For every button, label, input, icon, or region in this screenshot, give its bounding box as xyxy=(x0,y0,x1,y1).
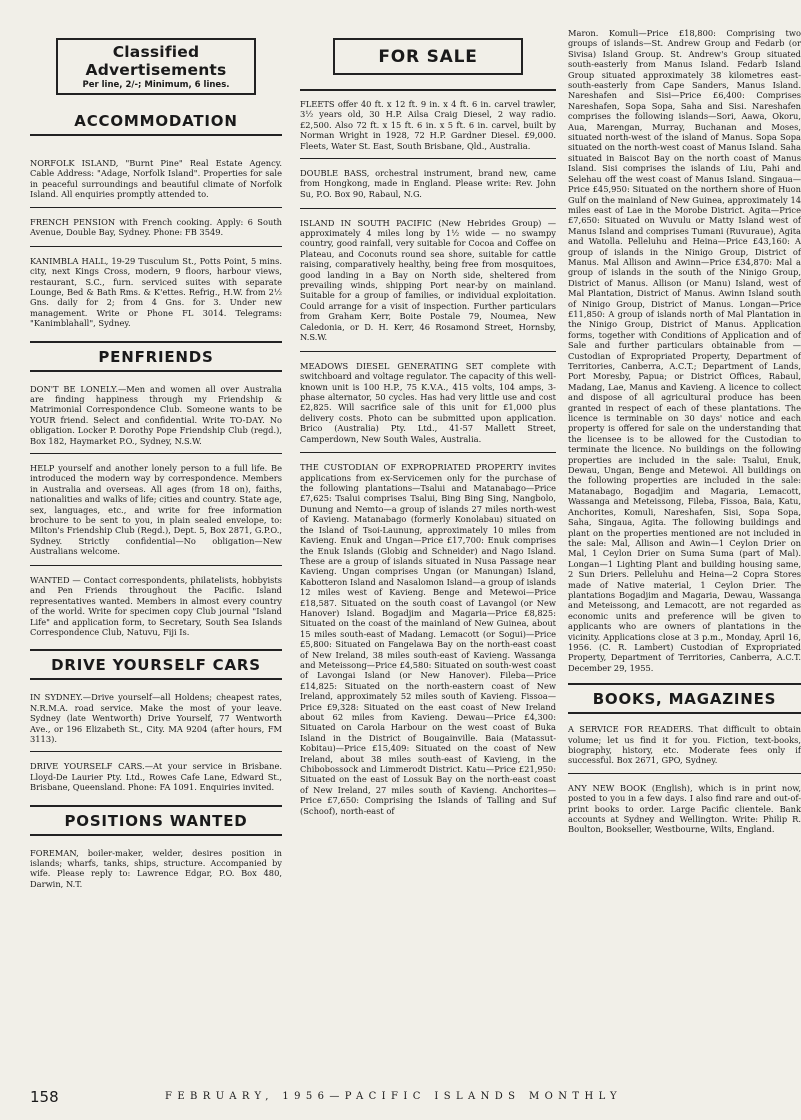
ad-any-new-book: ANY NEW BOOK (English), which is in print now, posted to you in a few days. I also find rare and out-of-print books to order. Large Pacific clientele. Bank accounts at Sydney and Wellington. Write: Philip R. Boulton, Bookseller, Westbourne, Wilts, England. xyxy=(568,782,801,835)
ad-wanted-correspondents: WANTED — Contact correspondents, philatelists, hobbyists and Pen Friends throughout the Pacific. Island representatives wanted. Members in almost every country of the world. Write for specimen copy Club journal "Island Life" and application form, to Secretary, South Sea Islands Correspondence Club, Natuvu, Fiji Is. xyxy=(30,574,282,637)
divider xyxy=(30,207,282,208)
ad-meadows-diesel: MEADOWS DIESEL GENERATING SET complete with switchboard and voltage regulator. The capacity of this well-known unit is 100 H.P., 75 K.V.A., 415 volts, 104 amps, 3-phase alternator, 50 cycles. Has had very little use and cost £2,825. Will sacrifice sale of this unit for £1,000 plus delivery costs. Photo can be submitted upon application. Brico (Australia) Pty. Ltd., 41-57 Mallett Street, Camperdown, New South Wales, Australia. xyxy=(300,360,556,444)
section-heading-positions-wanted: POSITIONS WANTED xyxy=(30,805,282,836)
ad-custodian-property: THE CUSTODIAN OF EXPROPRIATED PROPERTY invites applications from ex-Servicemen only for the purchase of the following plantations—Tsalui and Matanabago—Price £7,625: Tsalui comprises Tsalui, Bing Bing Sing, Nangbolo, Dunung and Nemto—a group of islands 27 miles north-west of Kavieng. Matanabago (formerly Konolabau) situated on the Island of Tsoi-Launung, approximately 10 miles from Kavieng. Enuk and Ungan—Price £17,700: Enuk comprises the Enuk Islands (Globig and Schneider) and Nago Island. These are a group of islands situated in Nusa Passage near Kavieng. Ungan comprises Ungan (or Manungan) Island, Kabotteron Island and Nasalomon Island—a group of islands 12 miles west of Kavieng. Benge and Metewoi—Price £18,587. Situated on the south coast of Lavangol (or New Hanover) Island. Bogadjim and Magaria—Price £8,825: Situated on the coast of the mainland of New Guinea, about 15 miles south-east of Madang. Lemacott (or Sogui)—Price £5,800: Situated on Fangelawa Bay on the north-east coast of New Ireland, 38 miles south-east of Kavieng. Wassanga and Meteissong—Price £4,580: Situated on south-west coast of Lavongai Island (or New Hanover). Fileba—Price £14,825: Situated on the north-eastern coast of New Ireland, approximately 52 miles south of Kavieng. Fissoa—Price £9,328: Situated on the east coast of New Ireland about 62 miles from Kavieng. Dewau—Price £4,300: Situated on Carola Harbour on the west coast of Buka Island in the District of Bougainville. Baia (Matassut-Kobitau)—Price £15,409: Situated on the coast of New Ireland, about 38 miles south-east of Kavieng, in the Chibobossock and Limmerodt District. Katu—Price £21,950: Situated on the east of Lossuk Bay on the north-east coast of New Ireland, 27 miles south of Kavieng. Anchorites—Price £7,650: Comprising the Islands of Talling and Suf (Schoof), north-east of xyxy=(300,462,556,816)
ad-double-bass: DOUBLE BASS, orchestral instrument, brand new, came from Hongkong, made in England. Please write: Rev. John Su, P.O. Box 90, Rabaul, N.G. xyxy=(300,168,556,199)
ad-in-sydney: IN SYDNEY.—Drive yourself—all Holdens; cheapest rates, N.R.M.A. road service. Make the most of your leave. Sydney (late Wentworth) Drive Yourself, 77 Wentworth Ave., or 196 Elizabeth St., City. MA 9204 (after hours, FM 3113). xyxy=(30,692,282,745)
section-heading-penfriends: PENFRIENDS xyxy=(30,341,282,372)
section-heading-for-sale: FOR SALE xyxy=(333,38,523,75)
ad-custodian-continued: Maron. Komuli—Price £18,800: Comprising two groups of islands—St. Andrew Group and Fedarb (or Sivisa) Island Group. St. Andrew's Group situated south-easterly from Manus Island. Fedarb Island Group situated approximately 38 kilometres east-south-easterly from Cape Sanders, Manus Island. Nareshafen and Sisi—Price £6,400: Comprises Nareshafen, Sopa Sopa, Saha and Sisi. Nareshafen comprises the following islands—Sori, Aawa, Okoru, Aua, Marengan, Murray, Buchanan and Moses, situated north-west of the island of Manus. Sopa Sopa situated on the north-west coast of Manus Island. Saha situated in Baiscot Bay on the north coast of Manus Island. Sisi comprises the islands of Liu, Pahi and Selehau off the west coast of Manus Island. Singaua—Price £45,950: Situated on the northern shore of Huon Gulf on the mainland of New Guinea, approximately 14 miles east of Lae in the Morobe District. Agita—Price £7,650: Situated on Wuvulu or Matty Island west of Manus Island and comprises Tumani (Ruvuraue), Agita and Watolla. Pelleluhu and Heina—Price £43,160: A group of islands in the Ninigo Group, District of Manus. Mal Allison and Awinn—Price £34,870: Mal a group of islands in the south of the Ninigo Group, District of Manus. Allison (or Manu) Island, west of Mal Plantation, District of Manus. Awinn Island south of Ninigo Group, District of Manus. Longan—Price £11,850: A group of islands north of Mal Plantation in the Ninigo Group, District of Manus. Application forms, together with Conditions of Application and of Sale and further particulars obtainable from — Custodian of Expropriated Property, Department of Territories, Canberra, A.C.T.; Department of Lands, Port Moresby, Papua; or District Offices, Rabaul, Madang, Lae, Manus and Kavieng. A licence to collect and dispose of all agricultural produce has been granted in respect of each of these plantations. The licence is terminable on 30 days' notice and each property is offered for sale on the understanding that the licensee is to be allowed for the Custodian to terminate the licence. No buildings on the following properties are included in the sale: Tsalui, Enuk, Dewau, Ungan, Benge and Metewoi. All buildings on the following properties are included in the sale: Matanabago, Bogadjim and Magaria, Lemacott, Wassanga and Meteissong, Fileba, Fissoa, Baia, Katu, Anchorites, Komuli, Nareshafen, Sisi, Sopa Sopa, Saha, Singaua, Agita. The following buildings and plant on the properties mentioned are not included in the sale: Mal, Allison and Awin—1 Ceylon Drier on Mal, 1 Ceylon Drier on Suma Suma (part of Mal). Longan—1 Lighting Plant and building housing same, 2 Sun Driers. Pelleluhu and Heina—2 Copra Stores made of Native material, 1 Ceylon Drier. The plantations Bogadjim and Magaria, Dewau, Wassanga and Meteissong, and Lemacott, are not regarded as economic units and preference will be given to applicants who are owners of plantations in the vicinity. Applications close at 3 p.m., Monday, April 16, 1956. (C. R. Lambert) Custodian of Expropriated Property, Department of Territories, Canberra, A.C.T. December 29, 1955. xyxy=(568,28,801,673)
divider xyxy=(300,452,556,453)
divider xyxy=(568,773,801,774)
ad-kanimbla-hall: KANIMBLA HALL, 19-29 Tusculum St., Potts Point, 5 mins. city, next Kings Cross, modern, 9 floors, harbour views, restaurant, S.C., furn. serviced suites with separate Lounge, Bed & Bath Rms. & K'ettes. Refrig., H.W. from 2½ Gns. daily for 2; from 4 Gns. for 3. Under new management. Write or Phone FL 3014. Telegrams: "Kanimblahall", Sydney. xyxy=(30,255,282,329)
ad-help-yourself: HELP yourself and another lonely person to a full life. Be introduced the modern way by correspondence. Members in Australia and overseas. All ages (from 18 on), faiths, nationalities and walks of life; cities and country. State age, sex, languages, etc., and write for free information brochure to be sent to you, in plain sealed envelope, to: Milton's Friendship Club (Regd.), Dept. 5, Box 2871, G.P.O., Sydney. Strictly confidential—No obligation—New Australians welcome. xyxy=(30,463,282,557)
issue-line: FEBRUARY, 1956—PACIFIC ISLANDS MONTHLY xyxy=(165,1091,622,1102)
divider xyxy=(300,158,556,159)
section-heading-books-magazines: BOOKS, MAGAZINES xyxy=(568,683,801,714)
ad-norfolk-island: NORFOLK ISLAND, "Burnt Pine" Real Estate Agency. Cable Address: "Adage, Norfolk Island". Properties for sale in peaceful surroundings and beautiful climate of Norfolk Island. All enquiries promptly attended to. xyxy=(30,158,282,200)
ad-fleets-trawler: FLEETS offer 40 ft. x 12 ft. 9 in. x 4 ft. 6 in. carvel trawler, 3½ years old, 30 H.P. Ailsa Craig Diesel, 2 way radio. £2,500. Also 72 ft. x 15 ft. 6 in. x 5 ft. 6 in. carvel, built by Norman Wright in 1928, 72 H.P. Gardner Diesel. £9,000. Fleets, Water St. East, South Brisbane, Qld., Australia. xyxy=(300,99,556,151)
column-middle xyxy=(300,0,556,824)
divider xyxy=(30,565,282,566)
masthead-rate: Per line, 2/-; Minimum, 6 lines. xyxy=(82,80,230,90)
ad-foreman: FOREMAN, boiler-maker, welder, desires position in islands; wharfs, tanks, ships, structure. Accompanied by wife. Please reply to: Lawrence Edgar, P.O. Box 480, Darwin, N.T. xyxy=(30,847,282,889)
ad-brisbane-cars: DRIVE YOURSELF CARS.—At your service in Brisbane. Lloyd-De Laurier Pty. Ltd., Rowes Cafe Lane, Edward St., Brisbane, Queensland. Phone: FA 1091. Enquiries invited. xyxy=(30,761,282,793)
divider xyxy=(30,246,282,247)
accommodation-ads xyxy=(30,158,282,329)
column-right xyxy=(568,0,801,843)
divider xyxy=(300,351,556,352)
positions-ads xyxy=(30,848,282,890)
ad-dont-be-lonely: DON'T BE LONELY.—Men and women all over Australia are finding happiness through my Friendship & Matrimonial Correspondence Club. Someone wants to be YOUR friend. Select and confidential. Write TO-DAY. No obligation. Locker P. Dorothy Pope Friendship Club (regd.), Box 182, Haymarket P.O., Sydney, N.S.W. xyxy=(30,383,282,446)
for-sale-ads xyxy=(300,89,556,816)
page-number: 158 xyxy=(30,1088,59,1106)
ad-island-south-pacific: ISLAND IN SOUTH PACIFIC (New Hebrides Group) — approximately 4 miles long by 1½ wide — no swampy country, good rainfall, very suitable for Cocoa and Coffee on Plateau, and Coconuts round sea shore, suitable for cattle raising, comparatively healthy, being free from mosquitoes, good landing in a Bay on North side, sheltered from prevailing winds, shipping Port near-by on mainland. Suitable for a group of families, or individual exploitation. Could arrange for a visit of inspection. Further particulars from Graham Kerr, Boite Postale 79, Noumea, New Caledonia, or D. H. Kerr, 46 Rosamond Street, Hornsby, N.S.W. xyxy=(300,217,556,343)
cars-ads xyxy=(30,692,282,792)
section-heading-accommodation: ACCOMMODATION xyxy=(30,107,282,136)
ad-service-for-readers: A SERVICE FOR READERS. That difficult to obtain volume; let us find it for you. Fiction, text-books, biography, history, etc. Moderate fees only if successful. Box 2671, GPO, Sydney. xyxy=(568,724,801,766)
masthead-title: Classified Advertisements xyxy=(85,43,227,79)
divider xyxy=(30,751,282,752)
divider xyxy=(300,208,556,209)
section-heading-drive-yourself-cars: DRIVE YOURSELF CARS xyxy=(30,649,282,680)
penfriends-ads xyxy=(30,384,282,638)
ad-french-pension: FRENCH PENSION with French cooking. Apply: 6 South Avenue, Double Bay, Sydney. Phone: FB 3549. xyxy=(30,216,282,238)
masthead-box xyxy=(56,38,256,95)
divider xyxy=(30,453,282,454)
books-ads xyxy=(568,724,801,835)
column-left xyxy=(30,0,282,889)
